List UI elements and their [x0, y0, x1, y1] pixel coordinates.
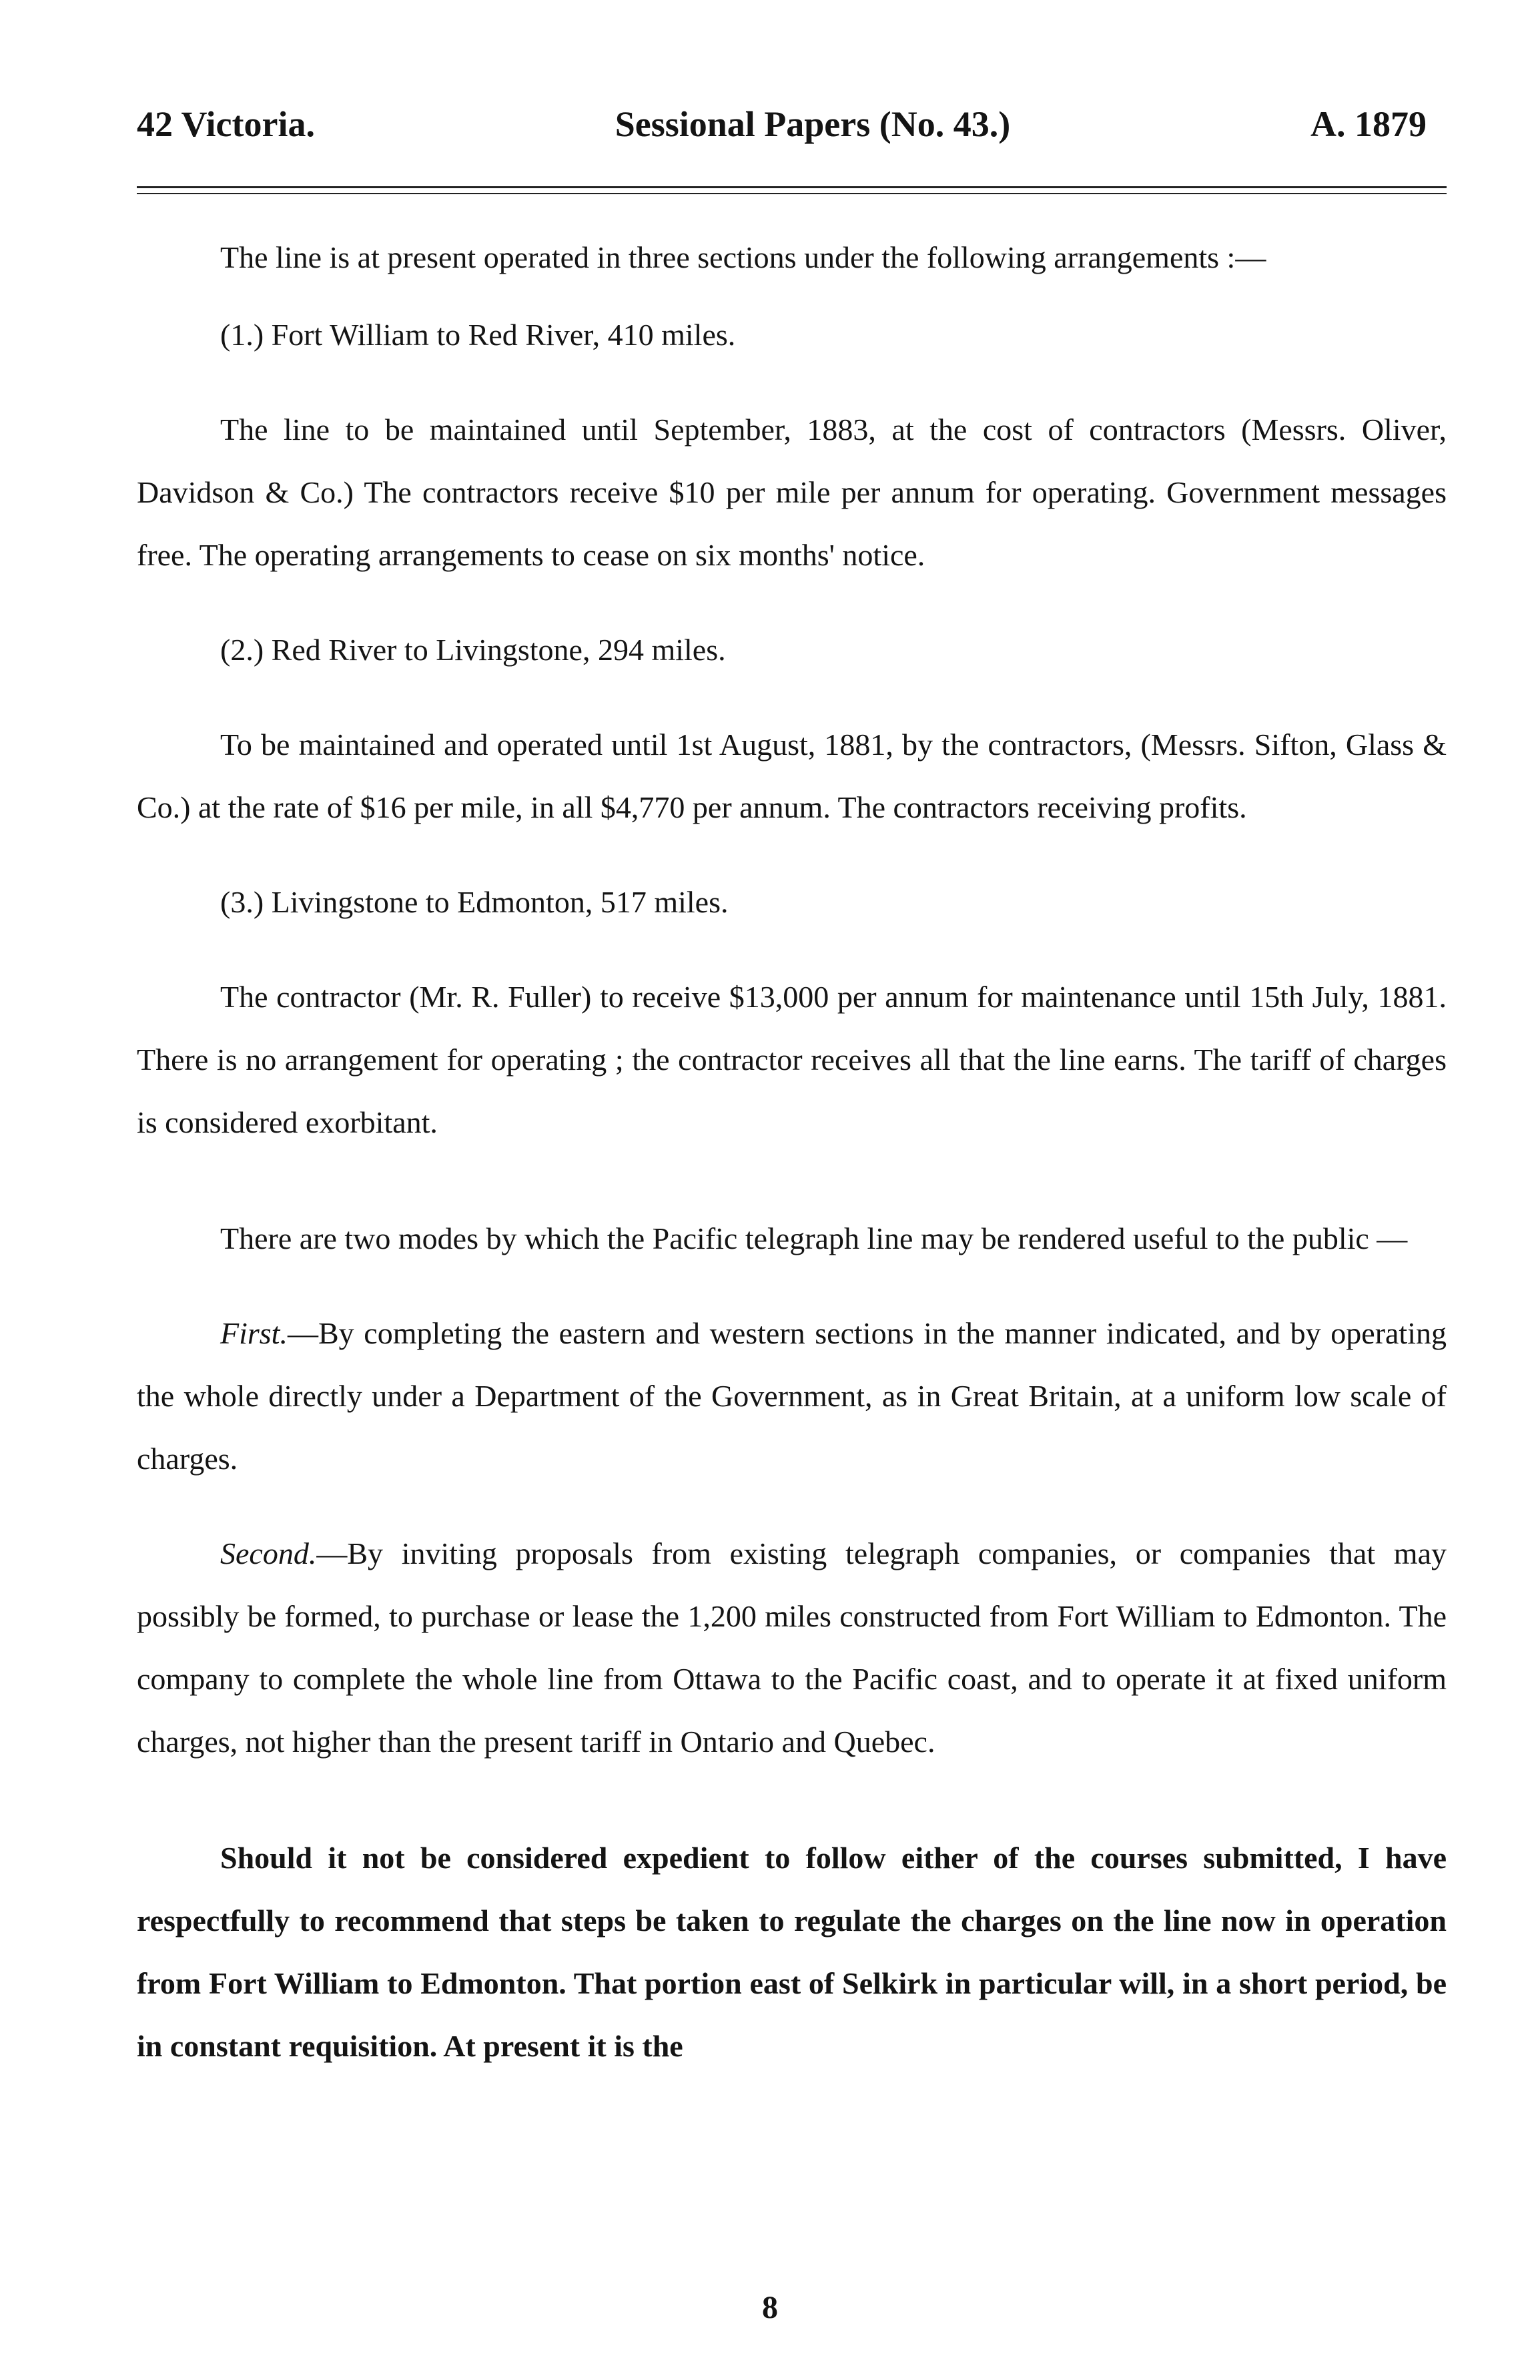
- paragraph: To be maintained and operated until 1st August, 1881, by the contractors, (Messrs. Sifton, Glass & Co.) at the rate of $16 per mile, in all $4,770 per annum. The contractors receiving profits.: [137, 727, 1447, 824]
- paragraph: The contractor (Mr. R. Fuller) to receive $13,000 per annum for maintenance until 15th July, 1881. There is no arrangement for operating ; the contractor receives all that the line earns. The tariff of charges is considered exorbitant.: [137, 980, 1447, 1139]
- header-sessional-papers: Sessional Papers (No. 43.): [615, 104, 1011, 144]
- section-heading: (1.) Fort William to Red River, 410 miles.: [220, 318, 736, 352]
- paragraph: There are two modes by which the Pacific telegraph line may be rendered useful to the public —: [220, 1221, 1408, 1255]
- running-head: [137, 103, 1447, 145]
- mode-text: —By completing the eastern and western sections in the manner indicated, and by operating the whole directly under a Department of the Government, as in Great Britain, at a uniform low scale of charges.: [137, 1316, 1447, 1476]
- header-rule: [137, 186, 1447, 188]
- section-heading: (2.) Red River to Livingstone, 294 miles.: [220, 633, 726, 667]
- header-rule-double: [137, 193, 1447, 194]
- page-number: 8: [762, 2290, 778, 2325]
- header-year: A. 1879: [1310, 104, 1427, 144]
- body-text: [137, 226, 1447, 2078]
- paragraph: Should it not be considered expedient to follow either of the courses submitted, I have respectfully to recommend that steps be taken to regulate the charges on the line now in operation from Fort William to Edmonton. That portion east of Selkirk in particular will, in a short period, be in constant requisition. At present it is the: [137, 1841, 1447, 2063]
- section-heading: (3.) Livingstone to Edmonton, 517 miles.: [220, 885, 729, 919]
- paragraph: The line to be maintained until September, 1883, at the cost of contractors (Messrs. Oliver, Davidson & Co.) The contractors receive $10 per mile per annum for operating. Government messages free. The operating arrangements to cease on six months' notice.: [137, 412, 1447, 572]
- paragraph: The line is at present operated in three sections under the following arrangements :—: [220, 240, 1266, 274]
- mode-lead: First.: [220, 1316, 288, 1350]
- header-regnal-year: 42 Victoria.: [137, 104, 315, 144]
- mode-lead: Second.: [220, 1536, 317, 1570]
- mode-text: —By inviting proposals from existing telegraph companies, or companies that may possibly be formed, to purchase or lease the 1,200 miles constructed from Fort William to Edmonton. The company to complete the whole line from Ottawa to the Pacific coast, and to operate it at fixed uniform charges, not higher than the present tariff in Ontario and Quebec.: [137, 1536, 1447, 1759]
- paragraph-second-mode: [137, 1522, 1447, 1773]
- paragraph-first-mode: [137, 1302, 1447, 1490]
